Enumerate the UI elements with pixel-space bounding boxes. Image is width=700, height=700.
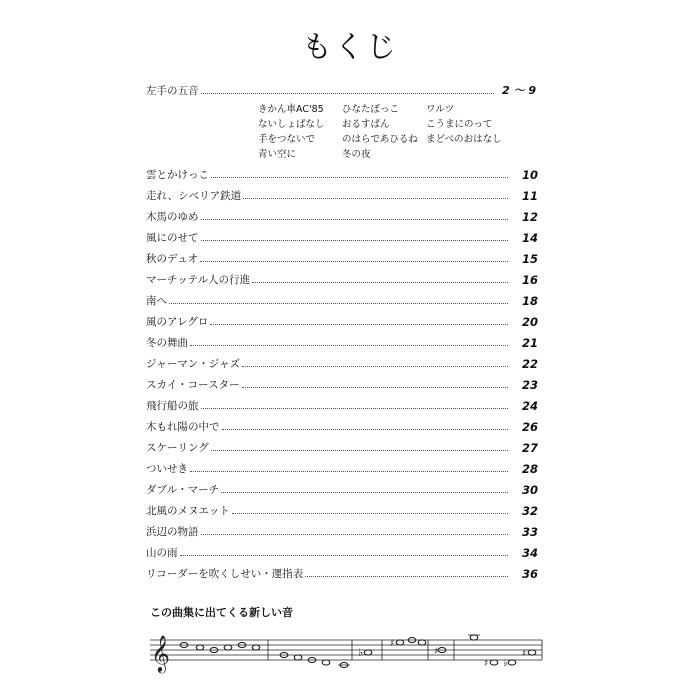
whole-note: [470, 635, 478, 640]
whole-note: [364, 650, 372, 655]
toc-entry[interactable]: [146, 334, 538, 350]
toc-entry-title: 風のアレグロ: [146, 316, 209, 328]
sub-song-title: まどべのおはなし: [426, 134, 502, 145]
toc-leader-dots: [210, 324, 508, 325]
toc-entry-page: 10: [521, 168, 538, 182]
sub-song-title: ひなたぼっこ: [342, 104, 400, 115]
flat-icon: ♭: [358, 646, 364, 659]
toc-leader-dots: [211, 450, 508, 451]
staff-lines: [150, 640, 542, 660]
toc-entry[interactable]: [146, 292, 538, 308]
toc-entry-title: 浜辺の物語: [146, 526, 199, 538]
toc-entry-page: 11: [521, 189, 538, 203]
toc-entry-title: 北風のメヌエット: [146, 505, 230, 517]
toc-leader-dots: [305, 576, 508, 577]
toc-leader-dots: [242, 366, 508, 367]
toc-leader-dots: [201, 408, 509, 409]
toc-entry-title: 飛行船の旅: [146, 400, 199, 412]
toc-entry[interactable]: [146, 355, 538, 371]
toc-entry-page: 2 ～ 9: [502, 84, 536, 97]
toc-leader-dots: [201, 219, 509, 220]
sub-song-title: きかん車AC'85: [258, 104, 324, 115]
toc-entry-page: 14: [521, 231, 538, 245]
toc-leader-dots: [200, 261, 508, 262]
whole-note: [418, 640, 426, 645]
toc-entry-title: ジャーマン・ジャズ: [146, 358, 241, 370]
toc-entry-title: スカイ・コースター: [146, 379, 240, 391]
toc-leader-dots: [242, 387, 508, 388]
toc-leader-dots: [221, 492, 508, 493]
toc-leader-dots: [180, 555, 509, 556]
whole-note: [396, 640, 404, 645]
toc-entry[interactable]: [146, 376, 538, 392]
whole-note: [294, 655, 302, 660]
sharp-icon: ♯: [434, 647, 439, 657]
whole-note: [490, 660, 498, 665]
toc-entry-page: 36: [521, 567, 538, 581]
sharp-icon: ♯: [484, 659, 489, 669]
toc-entry-page: 34: [521, 546, 538, 560]
toc-entry-title: 木もれ陽の中で: [146, 421, 220, 433]
sub-song-title: ワルツ: [426, 104, 455, 115]
toc-entry-title: 山の雨: [146, 547, 178, 559]
sub-song-title: 青い空に: [258, 149, 297, 160]
toc-entry[interactable]: [146, 502, 538, 518]
toc-leader-dots: [211, 177, 508, 178]
toc-entry-page: 12: [521, 210, 538, 224]
toc-leader-dots: [201, 240, 509, 241]
toc-entry-page: 32: [521, 504, 538, 518]
toc-entry-page: 26: [521, 420, 538, 434]
toc-entry-title: リコーダーを吹くしせい・運指表: [146, 568, 304, 580]
toc-entry-title: 冬の舞曲: [146, 337, 188, 349]
toc-leader-dots: [190, 471, 508, 472]
whole-note: [252, 645, 260, 650]
toc-entry-title: 左手の五音: [146, 85, 199, 97]
toc-entry[interactable]: [146, 229, 538, 245]
toc-entry-page: 33: [521, 525, 538, 539]
toc-entry-title: 木馬のゆめ: [146, 211, 199, 223]
treble-clef-icon: 𝄞: [151, 634, 170, 672]
whole-note: [508, 660, 516, 665]
sharp-icon: ♯: [522, 649, 527, 659]
toc-entry-page: 27: [521, 441, 538, 455]
toc-entry-first[interactable]: [146, 82, 538, 98]
toc-entry[interactable]: [146, 187, 538, 203]
toc-entry[interactable]: [146, 313, 538, 329]
toc-leader-dots: [252, 282, 508, 283]
toc-leader-dots: [169, 303, 508, 304]
toc-entry-page: 23: [521, 378, 538, 392]
toc-entry-page: 30: [521, 483, 538, 497]
toc-entry[interactable]: [146, 523, 538, 539]
sub-song-title: おるすばん: [342, 119, 390, 130]
sub-song-title: こうまにのって: [426, 119, 493, 130]
toc-entry-title: ダブル・マーチ: [146, 484, 220, 496]
whole-note: [196, 645, 204, 650]
new-notes-heading: この曲集に出てくる新しい音: [150, 606, 293, 619]
toc-leader-dots: [201, 534, 509, 535]
toc-entry[interactable]: [146, 418, 538, 434]
toc-entry[interactable]: [146, 544, 538, 560]
toc-entry-title: 走れ、シベリア鉄道: [146, 190, 242, 202]
whole-note: [322, 660, 330, 665]
toc-entry[interactable]: [146, 271, 538, 287]
whole-note: [528, 650, 536, 655]
toc-leader-dots: [201, 93, 495, 94]
toc-entry[interactable]: [146, 166, 538, 182]
music-staff: [150, 628, 546, 676]
toc-entry-title: マーチッテル人の行進: [146, 274, 251, 286]
toc-entry-page: 28: [521, 462, 538, 476]
sub-song-title: 手をつないで: [258, 134, 316, 145]
toc-entry[interactable]: [146, 397, 538, 413]
toc-entry-page: 15: [521, 252, 538, 266]
sharp-icon: ♯: [390, 639, 395, 649]
toc-entry[interactable]: [146, 208, 538, 224]
toc-entry-page: 20: [521, 315, 538, 329]
toc-leader-dots: [232, 513, 508, 514]
sub-song-title: 冬の夜: [342, 149, 371, 160]
toc-entry-title: 秋のデュオ: [146, 253, 199, 265]
toc-entry-page: 18: [521, 294, 538, 308]
whole-note: [224, 645, 232, 650]
toc-entry-title: ついせき: [146, 463, 188, 475]
toc-entry-title: 雲とかけっこ: [146, 169, 209, 181]
toc-entry-title: 南へ: [146, 295, 167, 307]
toc-entry[interactable]: [146, 439, 538, 455]
toc-entry-title: 風にのせて: [146, 232, 199, 244]
toc-entry-page: 24: [521, 399, 538, 413]
toc-entry-title: スケーリング: [146, 442, 209, 454]
toc-entry[interactable]: [146, 460, 538, 476]
toc-entry[interactable]: [146, 565, 538, 581]
toc-entry[interactable]: [146, 481, 538, 497]
toc-leader-dots: [190, 345, 508, 346]
sub-song-title: ないしょばなし: [258, 119, 325, 130]
toc-entry-page: 16: [521, 273, 538, 287]
page-title: もくじ: [302, 30, 398, 65]
toc-leader-dots: [243, 198, 508, 199]
flat-icon: ♭: [503, 658, 508, 669]
toc-entry[interactable]: [146, 250, 538, 266]
toc-entry-page: 22: [521, 357, 538, 371]
toc-entry-page: 21: [521, 336, 538, 350]
sub-song-title: のはらであひるね: [342, 134, 418, 145]
toc-leader-dots: [222, 429, 509, 430]
